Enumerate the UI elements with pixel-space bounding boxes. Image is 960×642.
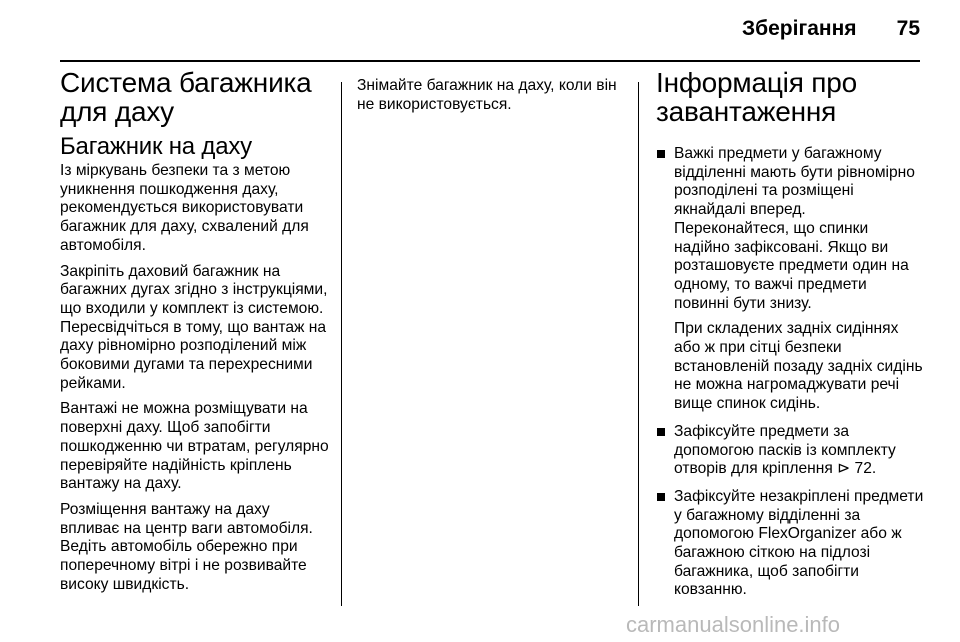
bullet-text: Зафіксуйте предмети за допомогою пасків із комплекту отворів для кріплення ⊳ 72. [674, 422, 896, 478]
list-item [656, 145, 924, 414]
column-2 [357, 77, 629, 121]
bullet-text: При складених задніх сидіннях або ж при сітці безпеки встановленій позаду задніх сидінь не можна нагромаджувати речі вище спинок сидінь. [674, 320, 923, 413]
column-divider-2 [638, 82, 639, 606]
page-number: 75 [896, 17, 920, 40]
bullet-text: Важкі предмети у багажному відділенні мають бути рівномірно розподілені та розміщені якнайдалі вперед. Переконайтеся, що спинки надійно зафіксовані. Якщо ви розташовуєте предмети один на одному, то важчі предмети повинні бути знизу. [674, 145, 915, 312]
heading-roof-rack-system: Система багажника для даху [60, 67, 312, 127]
header-rule [60, 60, 920, 62]
watermark-text: carmanualsonline.info [626, 612, 841, 637]
paragraph: Знімайте багажник на даху, коли він не використовується. [357, 77, 617, 113]
heading-loading-info: Інформація про завантаження [656, 67, 857, 127]
list-item [656, 488, 924, 600]
column-divider-1 [341, 82, 342, 606]
paragraph: Розміщення вантажу на даху впливає на центр ваги автомобіля. Ведіть автомобіль обережно при поперечному вітрі і не розвивайте високу швидкість. [60, 500, 313, 593]
paragraph: Закріпіть даховий багажник на багажних дугах згідно з інструкціями, що входили у комплект із системою. Пересвідчіться в тому, що вантаж на даху рівномірно розподілений між боковими дугами та перехресними рейками. [60, 262, 328, 392]
subheading-roof-rack: Багажник на даху [60, 133, 252, 160]
square-bullet-icon [657, 428, 665, 436]
bullet-text: Зафіксуйте незакріплені предмети у багажному відділенні за допомогою FlexOrganizer або ж багажною сіткою на підлозі багажника, щоб запобігти ковзанню. [674, 487, 924, 599]
paragraph: Вантажі не можна розміщувати на поверхні даху. Щоб запобігти пошкодженню чи втратам, регулярно перевіряйте надійність кріплень вантажу на даху. [60, 400, 329, 493]
loading-bullet-list [656, 145, 924, 600]
column-1 [60, 68, 330, 601]
section-title: Зберігання [742, 17, 857, 40]
paragraph: Із міркувань безпеки та з метою уникнення пошкодження даху, рекомендується використовувати багажник для даху, схвалений для автомобіля. [60, 162, 309, 254]
square-bullet-icon [657, 493, 665, 501]
square-bullet-icon [657, 150, 665, 158]
list-item [656, 423, 924, 479]
column-3 [656, 68, 924, 609]
